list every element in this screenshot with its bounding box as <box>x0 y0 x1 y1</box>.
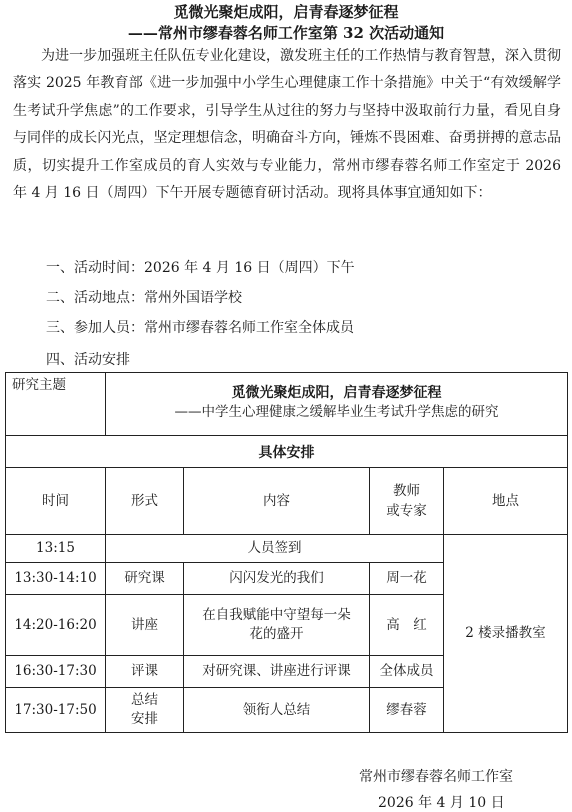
row-form <box>106 688 184 733</box>
row-teacher: 全体成员 <box>370 656 444 688</box>
intro-paragraph: 为进一步加强班主任队伍专业化建设，激发班主任的工作热情与教育智慧，深入贯彻落实 2025 年教育部《进一步加强中小学生心理健康工作十条措施》中关于“有效缓解学生考试升学焦虑”的工作要求，引导学生从过往的努力与坚持中汲取前行力量，看见自身与同伴的成长闪光点，坚定理想信念，明确奋斗方向，锤炼不畏困难、奋勇拼搏的意志品质，切实提升工作室成员的育人实效与专业能力，常州市缪春蓉名师工作室定于 2026 年 4 月 16 日（周四）下午开展专题德育研讨活动。现将具体事宜通知如下： <box>13 48 561 202</box>
topic-label: 研究主题 <box>6 373 106 436</box>
topic-row <box>6 373 568 436</box>
row-teacher: 高 红 <box>370 595 444 656</box>
topic-cell <box>106 373 568 436</box>
header-time: 时间 <box>6 468 106 535</box>
row-time: 16:30-17:30 <box>6 656 106 688</box>
row-content: 对研究课、讲座进行评课 <box>184 656 370 688</box>
header-teacher-line2: 或专家 <box>386 503 427 519</box>
row-content: 人员签到 <box>106 535 444 563</box>
header-teacher-line1: 教师 <box>393 483 420 499</box>
row-form: 研究课 <box>106 563 184 595</box>
arrangement-header-row <box>6 436 568 468</box>
header-content: 内容 <box>184 468 370 535</box>
header-form: 形式 <box>106 468 184 535</box>
row-time: 17:30-17:50 <box>6 688 106 733</box>
row-teacher: 缪春蓉 <box>370 688 444 733</box>
item-participants: 三、参加人员：常州市缪春蓉名师工作室全体成员 <box>46 320 354 336</box>
item-schedule-heading: 四、活动安排 <box>46 352 130 368</box>
signature-org: 常州市缪春蓉名师工作室 <box>359 769 513 785</box>
schedule-table <box>5 372 568 733</box>
row-content: 领衔人总结 <box>184 688 370 733</box>
item-location: 二、活动地点：常州外国语学校 <box>46 290 242 306</box>
row-content: 闪闪发光的我们 <box>184 563 370 595</box>
row-time: 14:20-16:20 <box>6 595 106 656</box>
row-form: 评课 <box>106 656 184 688</box>
header-location: 地点 <box>444 468 568 535</box>
column-header-row <box>6 468 568 535</box>
item-time: 一、活动时间：2026 年 4 月 16 日（周四）下午 <box>46 260 355 276</box>
row-time: 13:30-14:10 <box>6 563 106 595</box>
location-cell: 2 楼录播教室 <box>444 535 568 733</box>
topic-main: 觅微光聚炬成阳，启青春逐梦征程 <box>231 385 442 401</box>
table-row <box>6 535 568 563</box>
arrangement-header: 具体安排 <box>6 436 568 468</box>
row-content-line1: 在自我赋能中守望每一朵 <box>202 607 351 623</box>
topic-sub: ——中学生心理健康之缓解毕业生考试升学焦虑的研究 <box>174 404 499 420</box>
notice-title: 觅微光聚炬成阳，启青春逐梦征程 <box>173 3 399 21</box>
row-teacher: 周一花 <box>370 563 444 595</box>
row-form: 讲座 <box>106 595 184 656</box>
row-content <box>184 595 370 656</box>
notice-subtitle: ——常州市缪春蓉名师工作室第 32 次活动通知 <box>127 24 445 42</box>
row-form-line2: 安排 <box>131 711 158 727</box>
row-content-line2: 花的盛开 <box>249 626 304 642</box>
signature-date: 2026 年 4 月 10 日 <box>378 795 505 811</box>
row-time: 13:15 <box>6 535 106 563</box>
row-form-line1: 总结 <box>131 692 158 708</box>
header-teacher <box>370 468 444 535</box>
